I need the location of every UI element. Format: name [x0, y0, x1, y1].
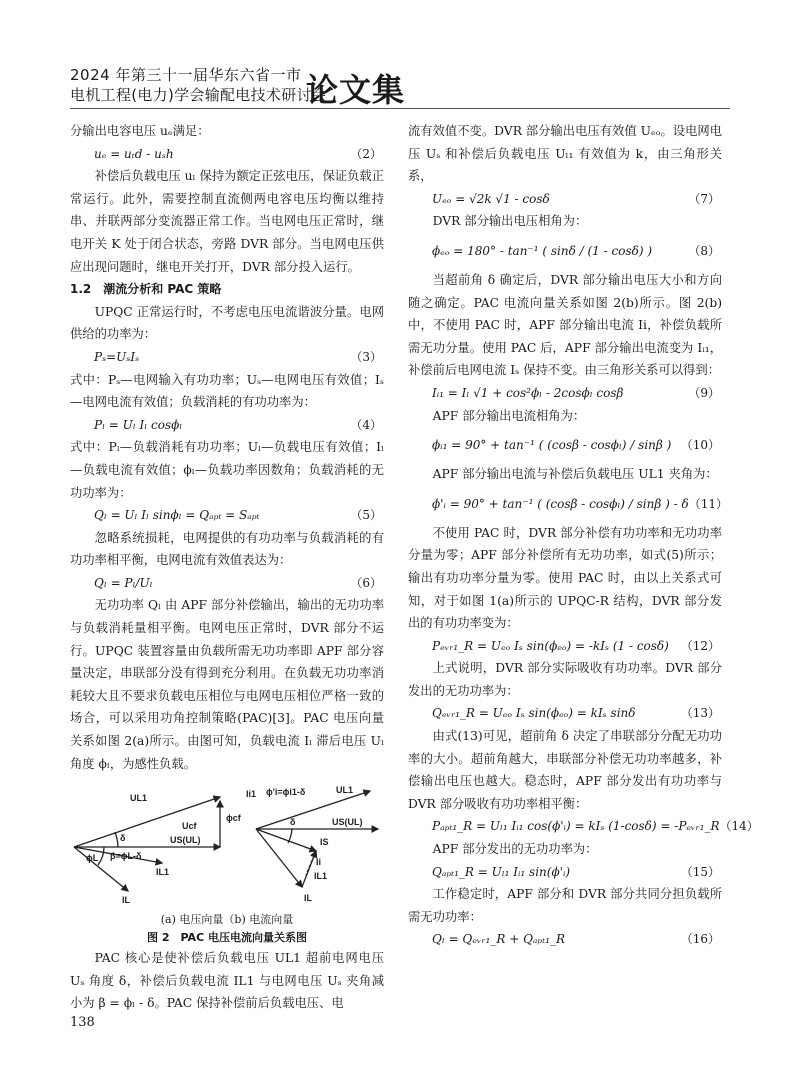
label-beta: β=ϕL-δ — [110, 851, 142, 862]
label-delta-b: δ — [290, 817, 296, 828]
page-number: 138 — [70, 1015, 95, 1030]
label-us: US(UL) — [170, 835, 201, 846]
figure-2-vector-diagram — [70, 779, 384, 909]
label-il-a: IL — [122, 895, 130, 906]
label-ii: Ii — [316, 857, 322, 868]
figure-caption: 图 2 PAC 电压电流向量关系图 — [147, 931, 307, 945]
label-delta-a: δ — [120, 833, 126, 844]
paragraph: APF 部分输出电流相角为： — [432, 408, 586, 423]
paragraph: 由式(13)可见，超前角 δ 决定了串联部分分配无功功率的大小。超前角越大，串联部分补偿无功功率越多，补偿输出电压也越大。稳态时，APF 部分发出有功功率与 DVR 部分吸收有功功率相平衡： — [408, 729, 722, 811]
right-column — [408, 120, 759, 951]
equation-7: Uₑₒ = √2k √1 - cosδ （7） — [432, 191, 720, 206]
paragraph: 工作稳定时，APF 部分和 DVR 部分共同分担负载所需无功功率： — [408, 887, 722, 924]
label-il-b: IL — [304, 893, 312, 904]
label-il1-b: IL1 — [314, 871, 328, 882]
paragraph: 不使用 PAC 时，DVR 部分补偿有功功率和无功功率分量为零；APF 部分补偿所有无功功率，如式(5)所示；输出有功功率分量为零。使用 PAC 时，由以上关系式可知，对于如图 1(a)所示的 UPQC-R 结构，DVR 部分发出的有功功率变为： — [408, 525, 722, 631]
header-society-line: 电机工程(电力)学会输配电技术研讨会 — [70, 86, 328, 104]
label-us-b: US(UL) — [332, 817, 363, 828]
label-is: IS — [320, 837, 329, 848]
equation-16: Qₗ = Qₑᵥᵣ₁_R + Qₐₚₜ₁_R （16） — [432, 932, 720, 947]
equation-15: Qₐₚₜ₁_R = Uₗ₁ Iᵢ₁ sin(ϕ'ᵢ) （15） — [432, 864, 720, 879]
header-proceedings-title: 论文集 — [306, 71, 406, 109]
label-ucf: Ucf — [182, 821, 197, 832]
equation-5: Qₗ = Uₗ Iₗ sinϕₗ = Qₐₚₜ = Sₐₚₜ （5） — [94, 508, 382, 523]
paragraph: UPQC 正常运行时，不考虑电压电流谐波分量。电网供给的功率为： — [70, 304, 384, 342]
paragraph: 补偿后负载电压 uₗ 保持为额定正弦电压，保证负载正常运行。此外，需要控制直流侧两电容电压均衡以维持串、并联两部分变流器正常工作。当电网电压正常时，继电开关 K 处于闭合状态，旁路 DVR 部分。当电网电压供应出现问题时，继电开关打开，DVR 部分投入运行。 — [70, 169, 384, 274]
equation-2: uₑ = uₜd - uₛh （2） — [94, 146, 382, 161]
paragraph: 分输出电容电压 uₑ满足： — [70, 124, 210, 138]
paragraph: 忽略系统损耗，电网提供的有功功率与负载消耗的有功功率相平衡，电网电流有效值表达为： — [70, 530, 384, 568]
equation-13: Qₑᵥᵣ₁_R = Uₑₒ Iₛ sin(ϕₑₒ) = kIₛ sinδ （13） — [432, 706, 720, 721]
equation-14: Pₐₚₜ₁_R = Uₗ₁ Iᵢ₁ cos(ϕ'ᵢ) = kIₛ (1-cosδ) = -Pₑᵥᵣ₁_R （14） — [432, 819, 759, 834]
paragraph: 式中：Pₗ—负载消耗有功功率；Uₗ—负载电压有效值；Iₗ—负载电流有效值；ϕₗ—负载功率因数角；负载消耗的无功功率为： — [70, 440, 384, 500]
label-phicf: ϕcf — [226, 813, 241, 824]
equation-12: Pₑᵥᵣ₁_R = Uₑₒ Iₛ sin(ϕₑₒ) = -kIₛ (1 - cosδ) （12） — [432, 638, 720, 653]
label-ul1: UL1 — [130, 793, 148, 804]
section-heading: 1.2 潮流分析和 PAC 策略 — [70, 282, 222, 297]
label-phil-a: ϕL — [86, 853, 99, 864]
paragraph: APF 部分发出的无功功率为： — [432, 842, 598, 857]
equation-10: ϕᵢ₁ = 90° + tan⁻¹ ( (cosβ - cosϕₗ) / sinβ ) （10） — [432, 438, 720, 453]
paragraph: PAC 核心是使补偿后负载电压 UL1 超前电网电压 Uₛ 角度 δ，补偿后负载电流 IL1 与电网电压 Uₛ 夹角减小为 β = ϕₗ - δ。PAC 保持补偿前后负载电压、电 — [70, 951, 384, 1011]
paragraph: 流有效值不变。DVR 部分输出电压有效值 Uₑₒ。设电网电压 Uₛ 和补偿后负载电压 Uₗ₁ 有效值为 k，由三角形关系， — [408, 124, 722, 184]
figure-subcaption: (a) 电压向量（b) 电流向量 — [160, 913, 294, 927]
equation-11: ϕ'ᵢ = 90° + tan⁻¹ ( (cosβ - cosϕₗ) / sinβ ) - δ （11） — [432, 496, 728, 511]
equation-4: Pₗ = Uₗ Iₗ cosϕₗ （4） — [94, 417, 382, 432]
header-conference-line: 2024 年第三十一届华东六省一市 — [70, 66, 302, 84]
left-column — [70, 120, 384, 1015]
paragraph: 当超前角 δ 确定后，DVR 部分输出电压大小和方向随之确定。PAC 电流向量关系如图 2(b)所示。图 2(b)中，不使用 PAC 时，APF 部分输出电流 Ii，补偿负载所需无功分量。使用 PAC 后，APF 部分输出电流变为 Iᵢ₁，补偿前后电网电流 Iₛ 保持不变。由三角形关系可以得到： — [408, 272, 722, 378]
equation-6: Qₗ = Pₗ/Uₗ （6） — [94, 575, 382, 590]
label-ul1-b: UL1 — [336, 785, 354, 796]
label-phi-i: ϕ'i=ϕi1-δ — [266, 787, 306, 798]
page-header — [70, 62, 730, 109]
paragraph: 式中：Pₛ—电网输入有功功率；Uₛ—电网电压有效值；Iₛ—电网电流有效值；负载消耗的有功功率为： — [70, 372, 384, 410]
paragraph: APF 部分输出电流与补偿后负载电压 UL1 夹角为： — [432, 467, 718, 482]
paragraph: DVR 部分输出电压相角为： — [432, 214, 588, 229]
paragraph: 无功功率 Qₗ 由 APF 部分补偿输出，输出的无功功率与负载消耗量相平衡。电网电压正常时，DVR 部分不运行。UPQC 装置容量由负载所需无功功率即 APF 部分容量决定，串联部分没有得到充分利用。在负载无功功率消耗较大且不要求负载电压相位与电网电压相位严格一致的场合，可以采用功角控制策略(PAC)[3]。PAC 电压向量关系如图 2(a)所示。由图可知，负载电流 Iₗ 滞后电压 Uₗ 角度 ϕₗ，为感性负载。 — [70, 598, 384, 771]
equation-8: ϕₑₒ = 180° - tan⁻¹ ( sinδ / (1 - cosδ) ) （8） — [432, 243, 720, 258]
header-rule — [70, 108, 730, 109]
label-il1-a: IL1 — [156, 867, 170, 878]
equation-3: Pₛ=UₛIₛ （3） — [94, 349, 382, 364]
paragraph: 上式说明，DVR 部分实际吸收有功功率。DVR 部分发出的无功功率为： — [408, 661, 722, 698]
equation-9: Iᵢ₁ = Iₗ √1 + cos²ϕₗ - 2cosϕₗ cosβ （9） — [432, 385, 720, 400]
label-ii1: Ii1 — [246, 789, 257, 800]
